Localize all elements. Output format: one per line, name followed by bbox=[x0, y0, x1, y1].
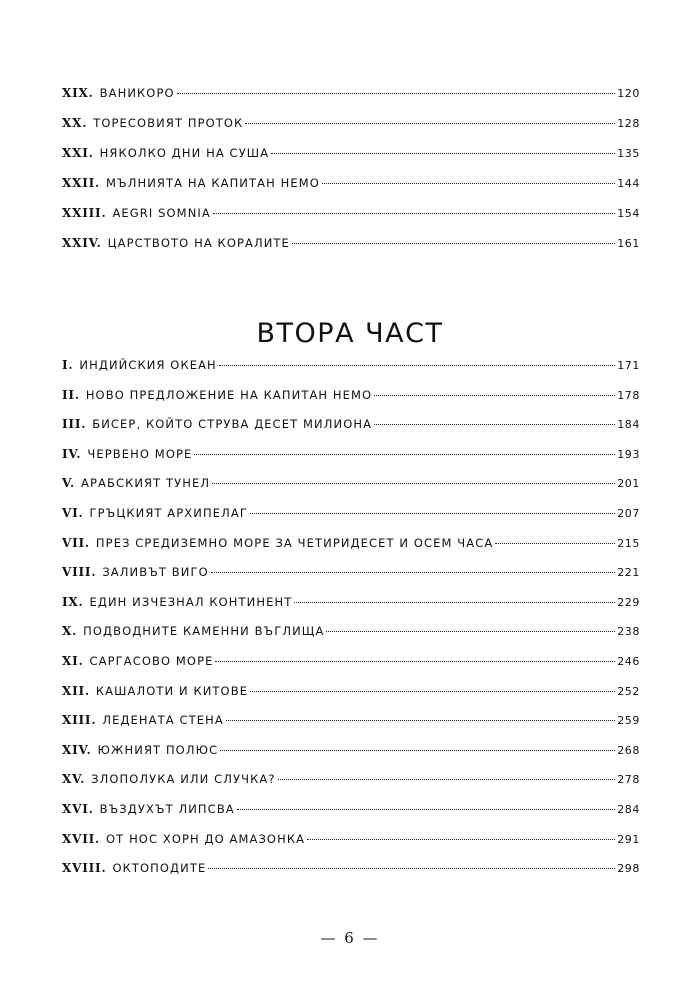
chapter-number: XII. bbox=[62, 683, 90, 698]
chapter-page-number: 193 bbox=[617, 447, 640, 461]
dot-leader bbox=[215, 661, 615, 662]
chapter-title: ОКТОПОДИТЕ bbox=[112, 861, 207, 876]
chapter-title: ЮЖНИЯТ ПОЛЮС bbox=[97, 742, 219, 757]
chapter-title: ВЪЗДУХЪТ ЛИПСВА bbox=[99, 801, 235, 816]
toc-entry[interactable] bbox=[62, 772, 640, 802]
chapter-title: МЪЛНИЯТА НА КАПИТАН НЕМО bbox=[106, 176, 320, 190]
chapter-number: VIII. bbox=[62, 565, 97, 580]
dot-leader bbox=[322, 183, 615, 184]
toc-entry[interactable] bbox=[62, 116, 640, 146]
toc-entry[interactable] bbox=[62, 236, 640, 266]
chapter-number: XIII. bbox=[62, 713, 97, 728]
dot-leader bbox=[374, 424, 615, 425]
chapter-title: ИНДИЙСКИЯ ОКЕАН bbox=[79, 358, 217, 372]
chapter-title: ЗАЛИВЪТ ВИГО bbox=[102, 565, 209, 580]
toc-entry[interactable] bbox=[62, 802, 640, 832]
chapter-page-number: 268 bbox=[617, 743, 640, 757]
page-number-footer: — 6 — bbox=[320, 929, 380, 947]
dot-leader bbox=[307, 839, 615, 840]
toc-entry[interactable] bbox=[62, 476, 640, 506]
toc-entry[interactable] bbox=[62, 713, 640, 743]
chapter-title: ЧЕРВЕНО МОРЕ bbox=[87, 446, 193, 461]
toc-entry[interactable] bbox=[62, 684, 640, 714]
chapter-number: XV. bbox=[62, 772, 86, 787]
chapter-number: XXIII. bbox=[62, 206, 107, 220]
chapter-number: III. bbox=[62, 417, 87, 432]
toc-entry[interactable] bbox=[62, 536, 640, 566]
dot-leader bbox=[495, 543, 615, 544]
chapter-page-number: 201 bbox=[617, 477, 640, 491]
chapter-page-number: 229 bbox=[617, 595, 640, 609]
chapter-number: XI. bbox=[62, 653, 84, 668]
dot-leader bbox=[177, 93, 616, 94]
chapter-title: АРАБСКИЯТ ТУНЕЛ bbox=[81, 476, 211, 491]
chapter-title: ЕДИН ИЗЧЕЗНАЛ КОНТИНЕНТ bbox=[89, 594, 293, 609]
chapter-number: XVIII. bbox=[62, 861, 107, 876]
chapter-number: XXI. bbox=[62, 146, 94, 160]
chapter-page-number: 221 bbox=[617, 566, 640, 580]
chapter-number: II. bbox=[62, 387, 80, 402]
chapter-title: ТОРЕСОВИЯТ ПРОТОК bbox=[93, 116, 244, 130]
toc-entry[interactable] bbox=[62, 146, 640, 176]
chapter-number: XVII. bbox=[62, 831, 101, 846]
toc-entry[interactable] bbox=[62, 743, 640, 773]
toc-entry[interactable] bbox=[62, 624, 640, 654]
toc-entry[interactable] bbox=[62, 206, 640, 236]
toc-entry[interactable] bbox=[62, 447, 640, 477]
chapter-page-number: 246 bbox=[617, 654, 640, 668]
chapter-page-number: 278 bbox=[617, 773, 640, 787]
dot-leader bbox=[220, 750, 615, 751]
chapter-title: НЯКОЛКО ДНИ НА СУША bbox=[99, 146, 270, 160]
dot-leader bbox=[212, 483, 615, 484]
part-two-heading: ВТОРА ЧАСТ bbox=[256, 318, 444, 349]
chapter-page-number: 135 bbox=[617, 147, 640, 160]
chapter-title: AEGRI SOMNIA bbox=[112, 206, 211, 220]
chapter-title: САРГАСОВО МОРЕ bbox=[89, 653, 214, 668]
chapter-page-number: 259 bbox=[617, 714, 640, 728]
chapter-page-number: 284 bbox=[617, 802, 640, 816]
chapter-title: КАШАЛОТИ И КИТОВЕ bbox=[95, 683, 249, 698]
toc-entry[interactable] bbox=[62, 358, 640, 388]
dot-leader bbox=[326, 631, 615, 632]
dot-leader bbox=[211, 572, 615, 573]
toc-entry[interactable] bbox=[62, 861, 640, 891]
chapter-number: I. bbox=[62, 358, 74, 372]
chapter-title: ВАНИКОРО bbox=[99, 86, 175, 100]
chapter-title: НОВО ПРЕДЛОЖЕНИЕ НА КАПИТАН НЕМО bbox=[85, 387, 373, 402]
chapter-page-number: 178 bbox=[617, 388, 640, 402]
chapter-page-number: 298 bbox=[617, 862, 640, 876]
dot-leader bbox=[278, 779, 616, 780]
chapter-number: XVI. bbox=[62, 801, 94, 816]
dot-leader bbox=[213, 213, 615, 214]
dot-leader bbox=[194, 454, 615, 455]
chapter-page-number: 120 bbox=[617, 87, 640, 100]
chapter-number: VII. bbox=[62, 535, 90, 550]
chapter-title: ПРЕЗ СРЕДИЗЕМНО МОРЕ ЗА ЧЕТИРИДЕСЕТ И ОСЕМ ЧАСА bbox=[95, 535, 494, 550]
chapter-title: ЛЕДЕНАТА СТЕНА bbox=[102, 713, 224, 728]
chapter-title: БИСЕР, КОЙТО СТРУВА ДЕСЕТ МИЛИОНА bbox=[92, 417, 373, 432]
chapter-number: XXIV. bbox=[62, 236, 102, 250]
chapter-page-number: 144 bbox=[617, 177, 640, 190]
chapter-number: IV. bbox=[62, 446, 82, 461]
toc-entry[interactable] bbox=[62, 832, 640, 862]
toc-entry[interactable] bbox=[62, 86, 640, 116]
toc-entry[interactable] bbox=[62, 417, 640, 447]
chapter-page-number: 161 bbox=[617, 237, 640, 250]
chapter-page-number: 154 bbox=[617, 207, 640, 220]
chapter-page-number: 252 bbox=[617, 684, 640, 698]
toc-entry[interactable] bbox=[62, 176, 640, 206]
toc-entry[interactable] bbox=[62, 506, 640, 536]
chapter-title: ЦАРСТВОТО НА КОРАЛИТЕ bbox=[107, 236, 290, 250]
chapter-title: ПОДВОДНИТЕ КАМЕННИ ВЪГЛИЩА bbox=[83, 624, 325, 639]
dot-leader bbox=[250, 691, 615, 692]
dot-leader bbox=[374, 395, 615, 396]
chapter-page-number: 171 bbox=[617, 359, 640, 372]
chapter-page-number: 207 bbox=[617, 506, 640, 520]
chapter-number: XIV. bbox=[62, 742, 92, 757]
dot-leader bbox=[226, 720, 615, 721]
chapter-page-number: 215 bbox=[617, 536, 640, 550]
dot-leader bbox=[292, 243, 615, 244]
toc-entry[interactable] bbox=[62, 565, 640, 595]
dot-leader bbox=[219, 365, 615, 366]
dot-leader bbox=[245, 123, 615, 124]
chapter-number: XX. bbox=[62, 116, 88, 130]
chapter-title: ГРЪЦКИЯТ АРХИПЕЛАГ bbox=[89, 505, 248, 520]
chapter-number: V. bbox=[62, 476, 75, 491]
chapter-number: IX. bbox=[62, 594, 84, 609]
chapter-number: XIX. bbox=[62, 86, 94, 100]
chapter-title: ОТ НОС ХОРН ДО АМАЗОНКА bbox=[106, 831, 306, 846]
toc-second-part bbox=[62, 358, 640, 891]
chapter-number: X. bbox=[62, 624, 78, 639]
chapter-number: VI. bbox=[62, 505, 84, 520]
toc-entry[interactable] bbox=[62, 388, 640, 418]
chapter-page-number: 291 bbox=[617, 832, 640, 846]
toc-entry[interactable] bbox=[62, 654, 640, 684]
dot-leader bbox=[237, 809, 615, 810]
toc-entry[interactable] bbox=[62, 595, 640, 625]
dot-leader bbox=[208, 868, 615, 869]
chapter-number: XXII. bbox=[62, 176, 101, 190]
dot-leader bbox=[250, 513, 615, 514]
chapter-page-number: 238 bbox=[617, 625, 640, 639]
chapter-title: ЗЛОПОЛУКА ИЛИ СЛУЧКА? bbox=[91, 772, 276, 787]
chapter-page-number: 128 bbox=[617, 117, 640, 130]
chapter-page-number: 184 bbox=[617, 418, 640, 432]
toc-first-part bbox=[62, 86, 640, 266]
dot-leader bbox=[294, 602, 615, 603]
dot-leader bbox=[271, 153, 615, 154]
